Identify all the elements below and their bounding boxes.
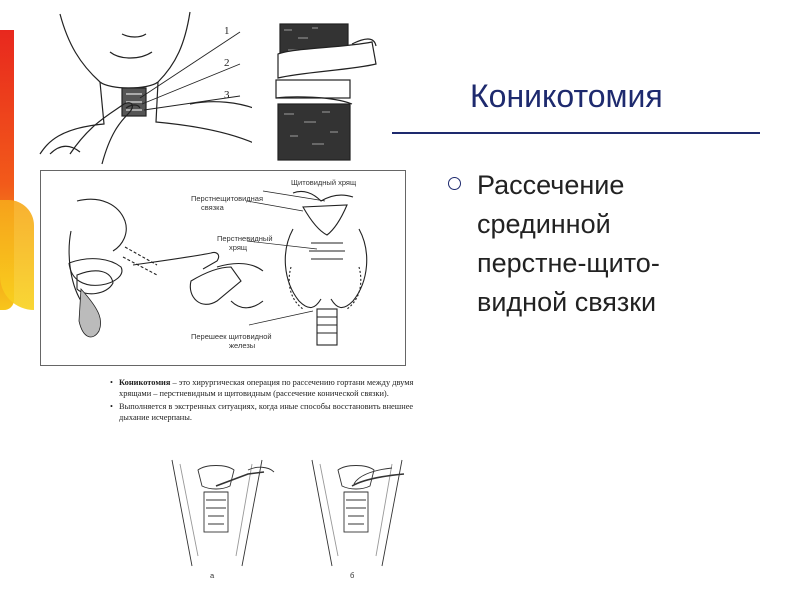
accent-swoosh <box>0 200 34 310</box>
procedure-note <box>110 378 440 426</box>
label-2: 2 <box>224 57 230 69</box>
note-item: • Коникотомия – это хирургическая операция по рассечению гортани между двумя хрящами – перстневидным и щитовидным (рассечение конической связки). <box>110 378 414 398</box>
neck-illustration <box>40 4 270 172</box>
larynx-anatomy-diagram <box>40 170 406 366</box>
label-3: 3 <box>224 89 230 101</box>
bullet-text: Рассечение срединной перстне-щито- видной связки <box>477 170 660 317</box>
label-isthmus-1: Перешеек щитовидной <box>191 332 272 341</box>
slide-title: Коникотомия <box>470 78 663 114</box>
note-text: Выполняется в экстренных ситуациях, когда иные способы восстановить внешнее дыхание исчерпаны. <box>119 402 414 422</box>
sketch-b <box>312 460 404 580</box>
note-term: Коникотомия <box>119 378 171 387</box>
sketch-a <box>172 460 274 580</box>
procedure-sketches <box>152 456 422 582</box>
procedure-note-figure <box>92 368 462 586</box>
title-underline <box>392 132 760 134</box>
caption-b: б <box>350 571 355 580</box>
caption-a: а <box>210 571 215 580</box>
label-thyroid-cartilage: Щитовидный хрящ <box>291 178 357 187</box>
note-item: • Выполняется в экстренных ситуациях, когда иные способы восстановить внешнее дыхание исчерпаны. <box>110 402 440 423</box>
bullet-item <box>448 166 748 322</box>
circle-bullet-icon <box>448 177 461 190</box>
label-cricoid-1: Перстневидный <box>217 234 273 243</box>
label-cricoid-2: хрящ <box>229 243 248 252</box>
svg-text:Перешеек щитовидной же <box>191 332 274 350</box>
larynx-cross-section <box>224 4 392 174</box>
note-text: – это хирургическая операция по рассечению гортани между двумя хрящами – перстневидным и щитовидным (рассечение конической связки). <box>119 378 414 398</box>
label-1: 1 <box>224 25 230 37</box>
label-cricothyroid-lig-2: связка <box>201 203 224 212</box>
label-cricothyroid-lig-1: Перстнещитовидная <box>191 194 264 203</box>
svg-text:Перстнещитовидная связ <box>191 194 265 212</box>
label-isthmus-2: железы <box>229 341 256 350</box>
